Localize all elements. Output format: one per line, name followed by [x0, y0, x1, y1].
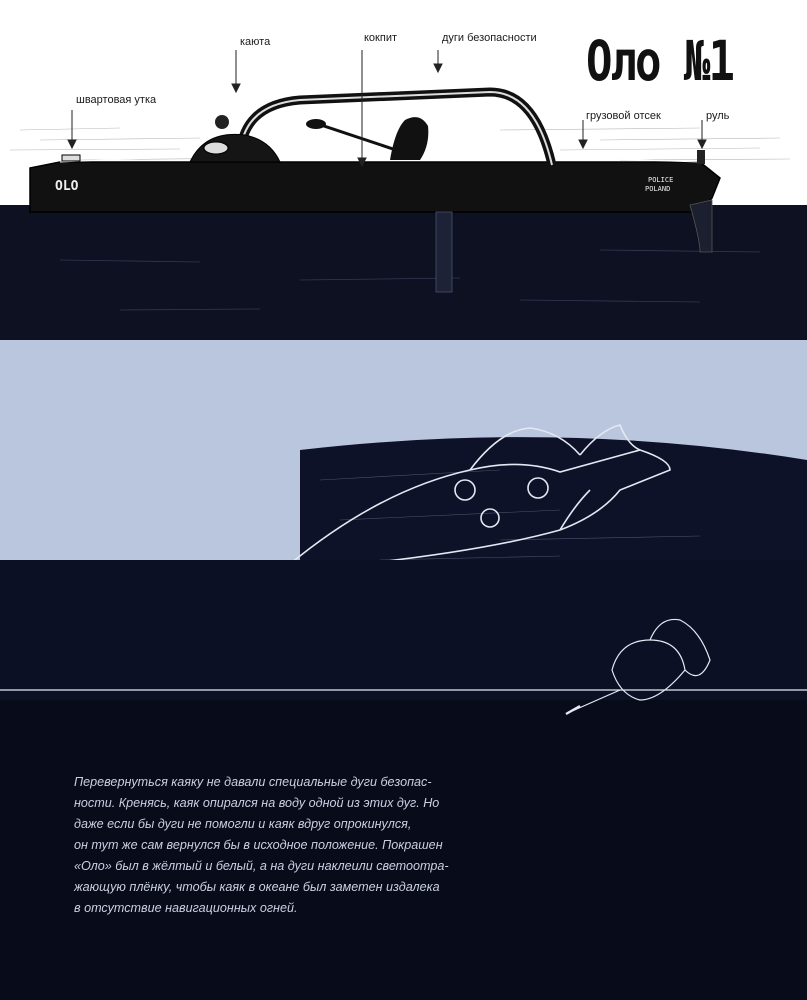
dark-sea-panel: [0, 560, 807, 1000]
caption-safety-line: ности. Кренясь, каяк опирался на воду одной из этих дуг. Но: [74, 796, 440, 810]
hull-registry-line2: POLAND: [645, 185, 671, 193]
callout-rudder: руль: [706, 110, 730, 122]
caption-safety-line: жающую плёнку, чтобы каяк в океане был заметен издалека: [74, 880, 440, 894]
hull-registry-line1: POLICE: [648, 176, 674, 184]
caption-safety-line: в отсутствие навигационных огней.: [74, 901, 298, 915]
kayak-side-view-illustration: [0, 0, 807, 340]
caption-safety-line: «Оло» был в жёлтый и белый, а на дуги наклеили светоотра-: [74, 859, 449, 873]
callout-safety-arcs: дуги безопасности: [442, 32, 537, 44]
callout-cargo-hold: грузовой отсек: [586, 110, 661, 122]
callout-mooring-cleat: швартовая утка: [76, 94, 157, 106]
page-title: Оло №1: [586, 30, 733, 94]
caption-safety-arcs: [74, 772, 464, 919]
caption-safety-line: Перевернуться каяку не давали специальные дуги безопас-: [74, 775, 432, 789]
caption-safety-line: даже если бы дуги не помогли и каяк вдруг опрокинулся,: [74, 817, 412, 831]
callout-cockpit: кокпит: [364, 32, 398, 44]
caption-safety-line: он тут же сам вернулся бы в исходное положение. Покрашен: [74, 838, 443, 852]
hull-name-marking: OLO: [55, 179, 79, 194]
callout-cabin: каюта: [240, 36, 271, 48]
